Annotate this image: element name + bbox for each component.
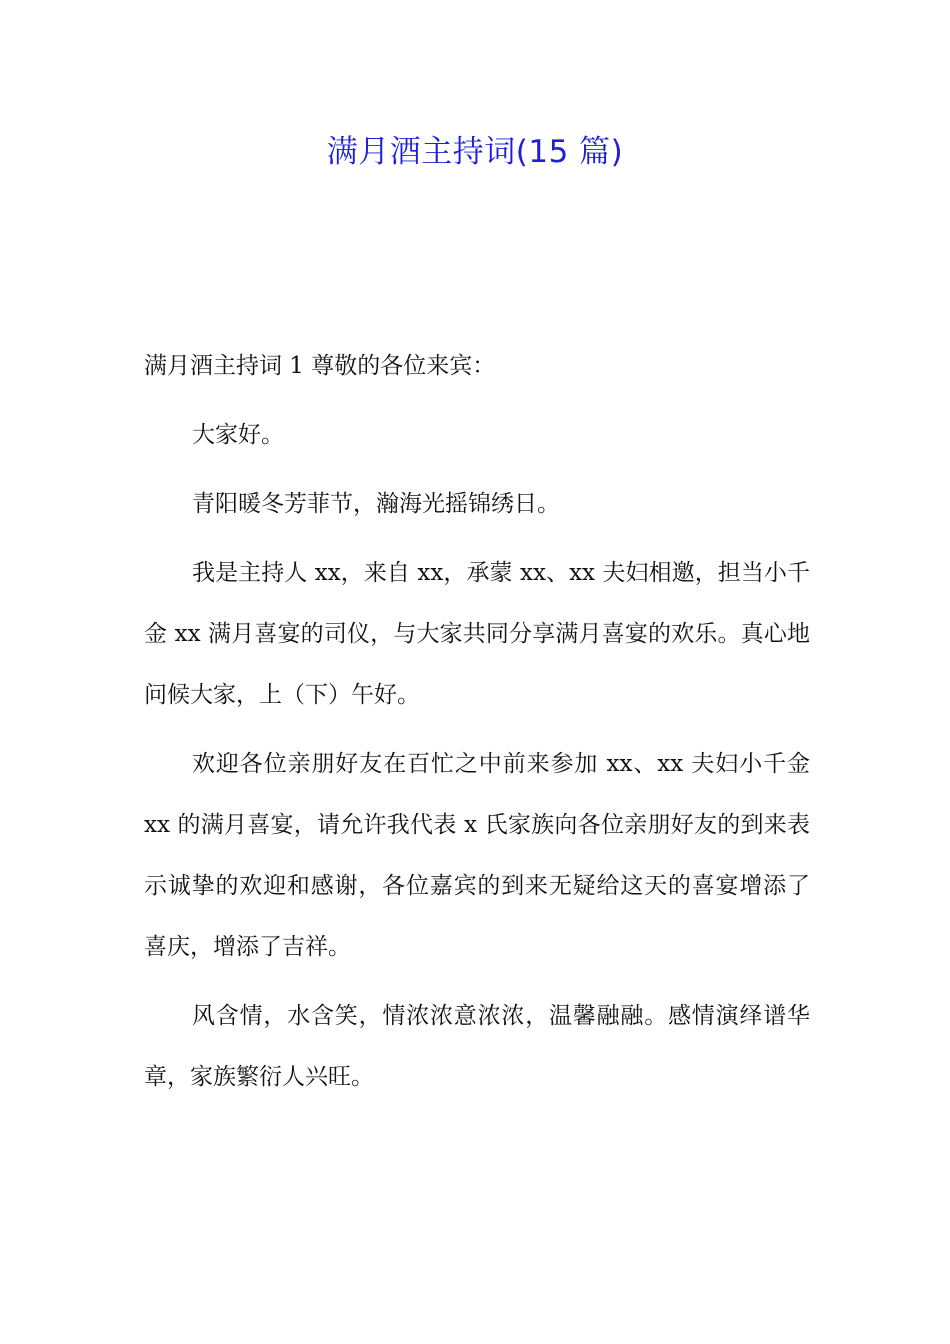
paragraph-blessing: 风含情，水含笑，情浓浓意浓浓，温馨融融。感情演绎谱华章，家族繁衍人兴旺。 bbox=[144, 1003, 810, 1090]
paragraph-heading-1: 满月酒主持词 1 尊敬的各位来宾： bbox=[144, 353, 496, 379]
paragraph-greeting: 大家好。 bbox=[192, 422, 284, 448]
paragraph-couplet: 青阳暖冬芳菲节，瀚海光摇锦绣日。 bbox=[192, 491, 560, 517]
paragraph-host-intro: 我是主持人 xx，来自 xx，承蒙 xx、xx 夫妇相邀，担当小千金 xx 满月喜宴的司仪，与大家共同分享满月喜宴的欢乐。真心地问候大家，上（下）午好。 bbox=[144, 560, 810, 708]
document-body bbox=[144, 336, 810, 1108]
document-title: 满月酒主持词(15 篇) bbox=[326, 134, 624, 170]
paragraph-welcome: 欢迎各位亲朋好友在百忙之中前来参加 xx、xx 夫妇小千金 xx 的满月喜宴，请允许我代表 x 氏家族向各位亲朋好友的到来表示诚挚的欢迎和感谢，各位嘉宾的到来无疑给这天的喜宴增添了喜庆，增添了吉祥。 bbox=[144, 751, 810, 960]
